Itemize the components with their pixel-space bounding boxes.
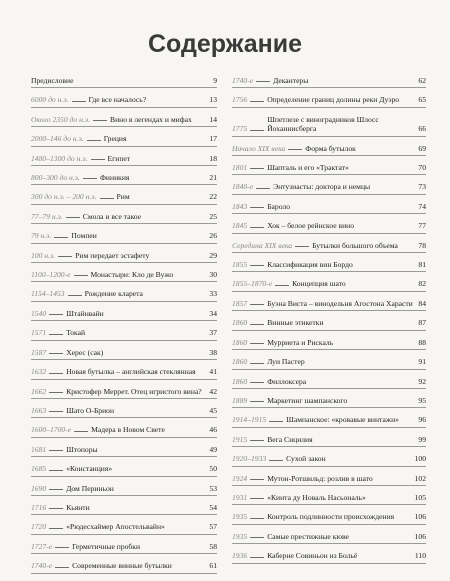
dash-leader	[250, 207, 264, 208]
toc-entry-page-number: 13	[209, 95, 217, 105]
toc-entry[interactable]	[232, 435, 426, 447]
toc-entry-page-number: 106	[414, 531, 426, 541]
dash-leader	[250, 537, 264, 538]
dash-leader	[54, 237, 68, 238]
toc-entry-date: 1587	[31, 347, 47, 357]
toc-entry-date: 1685	[31, 464, 47, 474]
toc-entry-date: 1860	[232, 357, 248, 367]
toc-entry-title: Определение границ долины реки Дуэро	[267, 95, 400, 105]
toc-entry-title: Шапталь и его «Трактат»	[267, 163, 349, 173]
toc-entry-title: Шпетлезе с виноградников Шлосс Йоханнисберга	[267, 114, 379, 134]
toc-entry-date: 1540	[31, 308, 47, 318]
dash-leader	[49, 314, 63, 315]
dash-leader	[250, 382, 264, 383]
toc-entry-title: Смола и все такое	[82, 211, 142, 221]
toc-entry[interactable]	[31, 173, 217, 185]
dash-leader	[256, 81, 270, 82]
toc-entry-title: Предисловие	[31, 76, 74, 85]
toc-entry-page-number: 100	[414, 454, 426, 464]
toc-entry-page-number: 26	[209, 231, 217, 241]
toc-entry-title: Сухой закон	[286, 454, 326, 464]
dash-leader	[256, 188, 270, 189]
toc-entry[interactable]	[31, 309, 217, 321]
dash-leader	[83, 178, 97, 179]
toc-entry-title: «Кинта ду Новаль Насьональ»	[267, 492, 366, 502]
dash-leader	[250, 227, 264, 228]
toc-entry-page-number: 38	[209, 347, 217, 357]
toc-entry-page-number: 62	[418, 76, 426, 85]
toc-entry-date: 77–79 н.э.	[31, 211, 63, 221]
toc-entry-date: 1914–1915	[232, 415, 267, 425]
toc-entry-page-number: 81	[418, 260, 426, 270]
dash-leader	[250, 101, 264, 102]
toc-entry-date: 1889	[232, 395, 248, 405]
toc-entry-date: 79 н.э.	[31, 231, 52, 241]
toc-entry[interactable]	[232, 318, 426, 330]
toc-entry-date: 1860	[232, 318, 248, 328]
toc-entry-page-number: 88	[418, 337, 426, 347]
toc-entry[interactable]	[232, 279, 426, 291]
dash-leader	[250, 401, 264, 402]
toc-entry[interactable]	[232, 396, 426, 408]
dash-leader	[269, 460, 283, 461]
dash-leader	[269, 421, 283, 422]
toc-entry-page-number: 14	[209, 114, 217, 124]
toc-entry-page-number: 49	[209, 444, 217, 454]
toc-entry-title: Кристофер Меррет. Отец игристого вина?	[66, 386, 202, 396]
toc-entry-title: Классификация вин Бордо	[267, 260, 353, 270]
toc-entry-page-number: 9	[213, 76, 217, 85]
toc-entry[interactable]	[31, 348, 217, 360]
toc-entry-page-number: 78	[418, 240, 426, 250]
toc-entry-title: Герметичные пробки	[72, 541, 141, 551]
toc-entry-date: 1935	[232, 512, 248, 522]
toc-entry[interactable]	[232, 338, 426, 350]
toc-entry[interactable]	[31, 251, 217, 263]
toc-entry-page-number: 74	[418, 201, 426, 211]
toc-entry-title: Греция	[103, 134, 127, 144]
toc-entry-date: 1860	[232, 337, 248, 347]
toc-entry-date: 300 до н.э. – 200 н.э.	[31, 192, 97, 202]
toc-entry-title: Где все началось?	[88, 95, 147, 105]
toc-entry-title: Энтузиасты: доктора и немцы	[273, 182, 371, 192]
dash-leader	[49, 353, 63, 354]
toc-entry-date: 1855	[232, 260, 248, 270]
toc-entry-title: Маркетинг шампанского	[267, 395, 348, 405]
toc-entry-title: Херес (сак)	[66, 347, 104, 357]
toc-entry-title: Шато О-Брион	[66, 405, 115, 415]
toc-entry-title: Каберне Совиньон из Больё	[267, 551, 358, 561]
page-title: Содержание	[147, 30, 303, 58]
toc-column-left	[31, 76, 217, 581]
toc-entry-date: 6000 до н.э.	[31, 95, 69, 105]
toc-entry-title: Бароло	[267, 201, 290, 211]
dash-leader	[55, 547, 69, 548]
toc-entry-page-number: 91	[418, 357, 426, 367]
dash-leader	[250, 130, 264, 131]
toc-entry[interactable]	[31, 464, 217, 476]
toc-entry[interactable]	[31, 561, 217, 573]
toc-entry-date: 1855–1870-е	[232, 279, 273, 289]
toc-entry[interactable]	[31, 445, 217, 457]
dash-leader	[74, 275, 88, 276]
toc-entry-page-number: 22	[209, 192, 217, 202]
toc-entry-page-number: 66	[418, 124, 426, 134]
toc-entry-title: Мурриета и Рискаль	[267, 337, 334, 347]
toc-entry-page-number: 58	[209, 541, 217, 551]
toc-entry-title: Бутылки большого объема	[312, 240, 398, 250]
toc-entry-title: Кьянти	[66, 502, 90, 512]
toc-entry-date: 1801	[232, 163, 248, 173]
toc-entry-date: 1740-е	[31, 561, 53, 571]
toc-entry-page-number: 92	[418, 376, 426, 386]
toc-entry-title: Рим передает эстафету	[75, 250, 150, 260]
toc-entry-title: Монастыри: Кло де Вужо	[90, 270, 174, 280]
dash-leader	[250, 518, 264, 519]
toc-entry-title: Форма бутылок	[305, 143, 356, 153]
toc-entry[interactable]	[31, 95, 217, 107]
toc-entry-date: 1690	[31, 483, 47, 493]
toc-entry-date: Около 2350 до н.э.	[31, 114, 90, 124]
dash-leader	[250, 479, 264, 480]
toc-entry[interactable]	[232, 95, 426, 107]
toc-entry-page-number: 87	[418, 318, 426, 328]
toc-entry-title: Мадера в Новом Свете	[91, 425, 165, 435]
toc-entry[interactable]	[232, 202, 426, 214]
toc-entry-page-number: 61	[209, 561, 217, 571]
toc-entry-date: 1100–1200-е	[31, 270, 71, 280]
toc-entry-title: Филлоксера	[267, 376, 307, 386]
toc-entry-date: 1924	[232, 473, 248, 483]
toc-entry-title: Токай	[66, 328, 86, 338]
dash-leader	[250, 265, 264, 266]
toc-entry[interactable]	[232, 182, 426, 194]
toc-entry[interactable]	[31, 484, 217, 496]
dash-leader	[58, 256, 72, 257]
toc-entry[interactable]	[232, 115, 426, 137]
toc-entry-date: 1480–1300 до н.э.	[31, 153, 88, 163]
toc-entry-title: Мутон-Ротшильд: розлив в шато	[267, 473, 373, 483]
toc-entry-date: 1720	[31, 522, 47, 532]
toc-entry-title: Шампанское: «кровавые винтажи»	[286, 415, 399, 425]
toc-entry-page-number: 70	[418, 163, 426, 173]
toc-entry-date: 1663	[31, 405, 47, 415]
toc-entry-title: «Рюдесхаймер Апостельвайн»	[66, 522, 165, 532]
toc-entry[interactable]	[232, 377, 426, 389]
toc-entry-title: Хок – белое рейнское вино	[267, 221, 354, 231]
toc-entry-date: 1843	[232, 201, 248, 211]
toc-entry[interactable]	[232, 474, 426, 486]
toc-entry-title: Контроль подлинности происхождения	[267, 512, 395, 522]
toc-entry-page-number: 57	[209, 522, 217, 532]
toc-entry-page-number: 84	[418, 298, 426, 308]
toc-entry-page-number: 21	[209, 173, 217, 183]
dash-leader	[66, 217, 80, 218]
dash-leader	[250, 363, 264, 364]
toc-entry-page-number: 106	[414, 512, 426, 522]
toc-entry-page-number: 77	[418, 221, 426, 231]
toc-entry-title: Дом Периньон	[66, 483, 114, 493]
dash-leader	[250, 343, 264, 344]
dash-leader	[49, 508, 63, 509]
dash-leader	[93, 120, 107, 121]
dash-leader	[49, 411, 63, 412]
toc-column-right	[232, 76, 426, 571]
toc-entry[interactable]	[31, 231, 217, 243]
dash-leader	[250, 304, 264, 305]
toc-entry-page-number: 82	[418, 279, 426, 289]
toc-entry-page-number: 18	[209, 153, 217, 163]
toc-entry[interactable]	[31, 328, 217, 340]
dash-leader	[49, 392, 63, 393]
toc-entry-date: 800–300 до н.э.	[31, 173, 80, 183]
toc-entry-date: 1756	[232, 95, 248, 105]
toc-entry-page-number: 50	[209, 464, 217, 474]
toc-entry[interactable]	[31, 192, 217, 204]
toc-entry[interactable]	[232, 163, 426, 175]
toc-entry-page-number: 33	[209, 289, 217, 299]
toc-entry-page-number: 99	[418, 434, 426, 444]
dash-leader	[250, 557, 264, 558]
dash-leader	[49, 528, 63, 529]
toc-entry-title: Концепция шато	[292, 279, 346, 289]
toc-entry[interactable]	[232, 512, 426, 524]
dash-leader	[55, 567, 69, 568]
toc-entry-page-number: 29	[209, 250, 217, 260]
toc-entry-page-number: 65	[418, 95, 426, 105]
toc-entry[interactable]	[31, 367, 217, 379]
dash-leader	[250, 498, 264, 499]
dash-leader	[250, 168, 264, 169]
toc-entry-page-number: 42	[209, 386, 217, 396]
toc-entry-date: Середина XIX века	[232, 240, 293, 250]
dash-leader	[49, 470, 63, 471]
toc-entry-date: 1154–1453	[31, 289, 65, 299]
toc-entry-date: 1935	[232, 531, 248, 541]
toc-entry-page-number: 17	[209, 134, 217, 144]
toc-entry-title: Египет	[107, 153, 131, 163]
toc-entry[interactable]	[31, 270, 217, 282]
toc-entry-title: Рим	[116, 192, 130, 202]
toc-entry-page-number: 102	[414, 473, 426, 483]
toc-entry-page-number: 96	[418, 415, 426, 425]
toc-entry-date: 1662	[31, 386, 47, 396]
toc-entry-page-number: 95	[418, 395, 426, 405]
toc-entry-date: 1931	[232, 492, 248, 502]
toc-entry-date: 1632	[31, 367, 47, 377]
toc-entry[interactable]	[31, 406, 217, 418]
toc-entry[interactable]	[232, 260, 426, 272]
toc-entry-page-number: 53	[209, 483, 217, 493]
dash-leader	[49, 489, 63, 490]
dash-leader	[49, 334, 63, 335]
toc-entry[interactable]	[31, 425, 217, 437]
dash-leader	[49, 450, 63, 451]
toc-entry-title: Новая бутылка – английская стеклянная	[66, 367, 196, 377]
dash-leader	[250, 440, 264, 441]
toc-entry[interactable]	[31, 522, 217, 534]
toc-entry-page-number: 41	[209, 367, 217, 377]
toc-entry[interactable]	[31, 115, 217, 127]
toc-entry[interactable]	[31, 387, 217, 399]
toc-entry[interactable]	[31, 154, 217, 166]
toc-entry-date: 1860	[232, 376, 248, 386]
toc-entry[interactable]	[31, 289, 217, 301]
toc-entry-title: Помпеи	[71, 231, 97, 241]
toc-entry-page-number: 73	[418, 182, 426, 192]
toc-entry-title: Рождение кларета	[84, 289, 143, 299]
toc-entry[interactable]	[232, 299, 426, 311]
toc-entry-date: 1681	[31, 444, 47, 454]
toc-entry[interactable]	[232, 241, 426, 253]
toc-entry[interactable]	[232, 532, 426, 544]
toc-entry-date: 1600–1700-е	[31, 425, 72, 435]
toc-entry[interactable]	[232, 76, 426, 88]
toc-entry-date: 1740-е	[232, 76, 254, 85]
dash-leader	[49, 373, 63, 374]
dash-leader	[275, 285, 289, 286]
toc-entry-title: Декантеры	[273, 76, 309, 85]
toc-entry-page-number: 69	[418, 143, 426, 153]
dash-leader	[72, 101, 86, 102]
toc-entry-title: Современные винные бутылки	[72, 561, 172, 571]
toc-entry-title: Буэна Виста – винодельня Агостона Харасти	[267, 298, 413, 308]
toc-entry-date: 1936	[232, 551, 248, 561]
toc-entry-page-number: 46	[209, 425, 217, 435]
toc-entry-title: Штайнвайн	[66, 308, 104, 318]
toc-entry[interactable]	[31, 503, 217, 515]
toc-entry[interactable]	[232, 144, 426, 156]
toc-entry-page-number: 34	[209, 308, 217, 318]
toc-entry-date: 1571	[31, 328, 47, 338]
toc-entry-title: Штопоры	[66, 444, 98, 454]
toc-entry[interactable]	[232, 415, 426, 427]
toc-entry-page-number: 30	[209, 270, 217, 280]
toc-entry[interactable]	[31, 542, 217, 554]
toc-entry-page-number: 25	[209, 211, 217, 221]
toc-entry[interactable]	[232, 551, 426, 563]
dash-leader	[87, 140, 101, 141]
toc-entry-page-number: 105	[414, 492, 426, 502]
toc-entry-date: Начало XIX века	[232, 143, 286, 153]
toc-entry[interactable]	[31, 134, 217, 146]
dash-leader	[100, 198, 114, 199]
toc-entry-title: Финикия	[99, 173, 130, 183]
toc-entry-title: Луи Пастер	[267, 357, 305, 367]
toc-entry-date: 1857	[232, 298, 248, 308]
toc-entry[interactable]	[232, 454, 426, 466]
toc-entry-title: «Констанция»	[66, 464, 113, 474]
toc-entry[interactable]	[232, 493, 426, 505]
toc-entry-page-number: 37	[209, 328, 217, 338]
dash-leader	[68, 295, 82, 296]
toc-entry-title: Самые престижные кюве	[267, 531, 349, 541]
toc-entry-date: 1775	[232, 124, 248, 134]
toc-entry-page-number: 45	[209, 405, 217, 415]
dash-leader	[91, 159, 105, 160]
dash-leader	[295, 246, 309, 247]
toc-entry-title: Вино в легендах и мифах	[110, 114, 192, 124]
toc-entry-date: 1727-е	[31, 541, 53, 551]
toc-entry-page-number: 110	[414, 551, 426, 561]
toc-entry-title: Вега Сицилия	[267, 434, 313, 444]
toc-entry-date: 1915	[232, 434, 248, 444]
toc-entry-date: 1845	[232, 221, 248, 231]
toc-entry-date: 1840-е	[232, 182, 254, 192]
toc-entry-date: 1920–1933	[232, 454, 267, 464]
dash-leader	[74, 431, 88, 432]
dash-leader	[250, 324, 264, 325]
toc-entry-page-number: 54	[209, 502, 217, 512]
toc-entry-date: 2000–146 до н.э.	[31, 134, 84, 144]
toc-entry[interactable]	[31, 76, 217, 88]
toc-entry[interactable]	[232, 357, 426, 369]
toc-entry-title: Винные этикетки	[267, 318, 324, 328]
dash-leader	[288, 149, 302, 150]
toc-entry-date: 100 н.э.	[31, 250, 56, 260]
toc-entry-date: 1716	[31, 502, 47, 512]
toc-entry[interactable]	[31, 212, 217, 224]
toc-entry[interactable]	[232, 221, 426, 233]
